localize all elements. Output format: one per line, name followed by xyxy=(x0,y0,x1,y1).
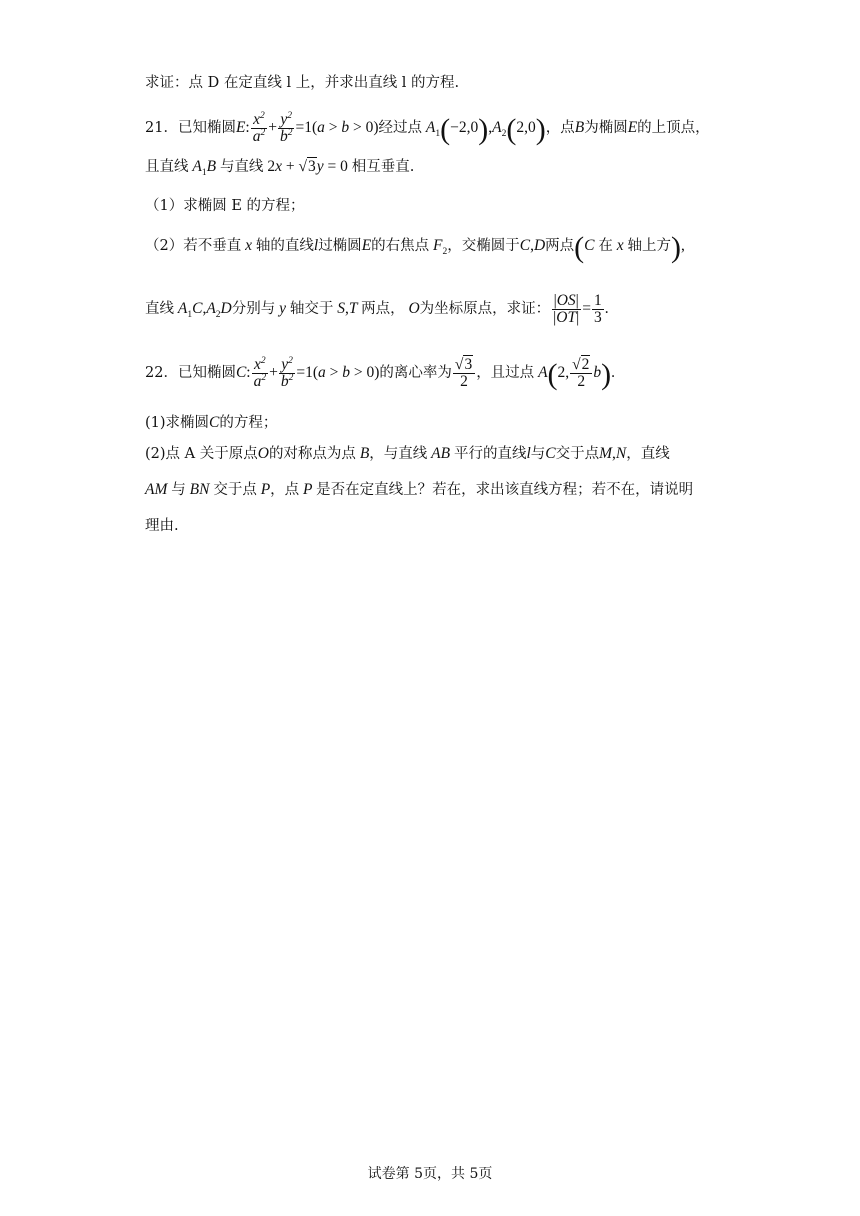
text: 在 xyxy=(598,238,613,254)
text: ，点 xyxy=(545,120,575,137)
q22-part-2-line-2 xyxy=(145,480,693,500)
text: 两点， xyxy=(361,301,405,318)
page-footer: 试卷第 5页，共 5页 xyxy=(367,1166,493,1182)
math-points: $A_1(-2,0),A_2(2,0)$ xyxy=(422,113,546,147)
q22-line-1 xyxy=(145,357,615,390)
text: （1）求椭圆 E 的方程； xyxy=(145,198,305,214)
math-E: E xyxy=(627,119,638,137)
math-P: P xyxy=(256,481,271,498)
question-22-label: 22．已知椭圆 xyxy=(145,365,236,382)
text: ，点 xyxy=(270,482,300,498)
text: 分别与 xyxy=(231,301,276,318)
text: 为椭圆 xyxy=(584,120,628,137)
math-AM: AM xyxy=(145,481,172,498)
math-line-eq: 2x + √3y = 0 xyxy=(267,158,352,175)
math-l: l xyxy=(526,445,531,462)
math-eccentricity: $\frac{√3}{2}$ xyxy=(452,364,476,381)
q21-part-2-line-1 xyxy=(145,231,685,264)
text: 轴的直线 xyxy=(255,238,314,254)
math-C: C xyxy=(545,445,556,462)
text: 的方程； xyxy=(219,415,278,431)
math-O: O xyxy=(404,300,420,318)
q21-line-1 xyxy=(145,112,710,145)
math-ratio: $\frac{|OS|}{|OT|}$ = $\frac{1}{3}$ . xyxy=(553,292,609,326)
text: 的离心率为 xyxy=(379,365,452,382)
text: 且直线 xyxy=(145,159,189,175)
text: 交于点 xyxy=(555,446,600,462)
math-paren: (C xyxy=(574,231,599,264)
math-B: B xyxy=(574,119,585,137)
text: 轴上方 xyxy=(627,238,672,254)
math-O: O xyxy=(257,445,269,462)
math-ellipse-E: E: $\frac{x^2}{a^2}$ + $\frac{y^2}{b^2}$ =1(a > b > 0) xyxy=(235,110,379,145)
math-ST: S,T xyxy=(333,300,362,318)
math-l: l xyxy=(313,237,319,254)
text: 的对称点为点 xyxy=(268,446,356,462)
text: 的右焦点 xyxy=(371,238,430,254)
text: 与直线 xyxy=(219,159,264,175)
text: (2)点 A 关于原点 xyxy=(145,446,258,462)
q22-part-2-line-1 xyxy=(145,444,670,464)
math-CD: C,D xyxy=(519,237,546,254)
text: (1)求椭圆 xyxy=(145,415,210,431)
text: 过椭圆 xyxy=(318,238,362,254)
math-C: C xyxy=(209,414,220,431)
math-MN: M,N xyxy=(599,445,627,462)
math-AB: AB xyxy=(427,445,454,462)
text: （2）若不垂直 xyxy=(145,238,242,254)
text: 直线 xyxy=(145,301,174,318)
text: ，且过点 xyxy=(476,365,535,382)
sentence: 求证：点 D 在定直线 l 上，并求出直线 l 的方程. xyxy=(145,75,460,91)
math-B: B xyxy=(355,445,370,462)
question-21-label: 21．已知椭圆 xyxy=(145,120,236,137)
text: ，交椭圆于 xyxy=(447,238,520,254)
math-P: P xyxy=(299,481,317,498)
text: 的上顶点， xyxy=(637,120,710,137)
math-x: x xyxy=(612,237,628,254)
math-lines: $A_1C,A_2D$ xyxy=(174,300,232,321)
text-line-1 xyxy=(145,73,459,93)
text: 是否在定直线上？若在，求出该直线方程；若不在，请说明 xyxy=(316,482,694,498)
text: 相互垂直. xyxy=(351,159,415,175)
math-E: E xyxy=(361,237,372,254)
q22-part-1 xyxy=(145,413,277,433)
math-x: x xyxy=(241,237,256,254)
text: 理由. xyxy=(145,518,179,534)
text: ，与直线 xyxy=(369,446,428,462)
text: 与 xyxy=(530,446,546,462)
text: 经过点 xyxy=(378,120,423,137)
text: 与 xyxy=(171,482,186,498)
math-BN: BN xyxy=(185,481,214,498)
q22-part-2-line-3 xyxy=(145,516,179,536)
text: 轴交于 xyxy=(289,301,334,318)
math-paren-close: ), xyxy=(671,231,685,264)
text: 平行的直线 xyxy=(453,446,527,462)
text: 为坐标原点，求证： xyxy=(419,301,551,318)
text: 两点 xyxy=(545,238,575,254)
math-ellipse-C: C: $\frac{x^2}{a^2}$ + $\frac{y^2}{b^2}$ =1(a > b > 0) xyxy=(235,355,380,390)
q21-part-1 xyxy=(145,196,305,216)
math-A1B: $A_1B$ xyxy=(188,158,220,179)
q21-line-2 xyxy=(145,157,414,177)
q21-part-2-line-2 xyxy=(145,293,609,326)
text: 交于点 xyxy=(213,482,257,498)
math-F2: $F_2$ xyxy=(429,237,448,258)
text: ，直线 xyxy=(626,446,670,462)
math-y: y xyxy=(275,300,290,318)
math-point-A: A(2, $\frac{√2}{2}$ b). xyxy=(534,356,616,392)
